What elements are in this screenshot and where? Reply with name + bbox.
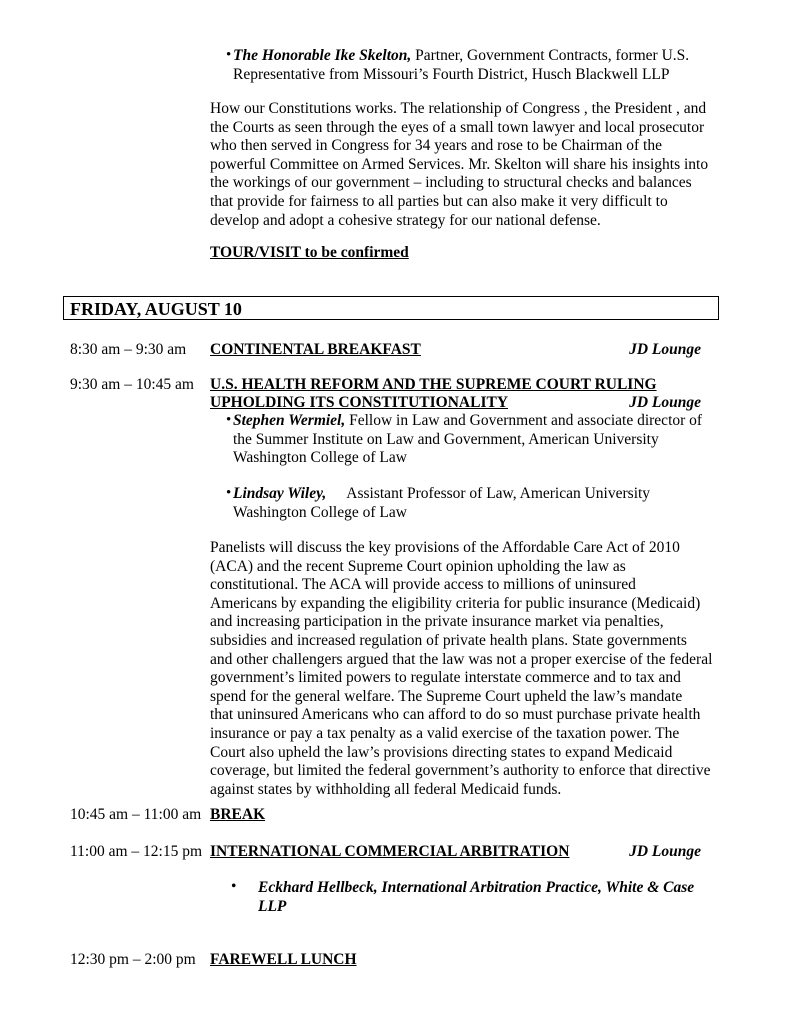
desc-line: How our Constitutions works. The relationship of Congress , the President , and <box>210 100 707 117</box>
desc-line: Panelists will discuss the key provisions of the Affordable Care Act of 2010 <box>210 539 680 556</box>
desc-line: who then served in Congress for 34 years and rose to be Chairman of the <box>210 137 662 155</box>
desc-line: the Courts as seen through the eyes of a small town lawyer and local prosecutor <box>210 118 705 136</box>
speaker-line: LLP <box>258 897 287 915</box>
desc-line: and increasing participation in the private insurance market via penalties, <box>210 613 664 631</box>
desc-line: powerful Committee on Armed Services. Mr. Skelton will share his insights into <box>210 155 709 173</box>
lunch-time: 12:30 pm – 2:00 pm <box>70 951 196 968</box>
speaker-name: Lindsay Wiley, <box>233 485 327 502</box>
break-time: 10:45 am – 11:00 am <box>70 806 202 823</box>
speaker-desc: Partner, Government Contracts, former U.S. <box>411 47 690 64</box>
wermiel-bullet-text <box>233 412 730 468</box>
skelton-description <box>210 100 730 230</box>
desc-line: Americans by expanding the eligibility criteria for public insurance (Medicaid) <box>210 594 701 612</box>
health-description <box>210 539 730 799</box>
health-location: JD Lounge <box>629 394 701 411</box>
skelton-bullet-text <box>233 47 730 84</box>
speaker-desc-cont: Washington College of Law <box>233 449 407 467</box>
bullet-icon: • <box>226 47 232 63</box>
desc-line: that provide for fairness to all parties but can also make it very difficult to <box>210 192 668 210</box>
breakfast-location: JD Lounge <box>629 341 701 358</box>
speaker-name: The Honorable Ike Skelton, <box>233 47 412 64</box>
arbitration-location: JD Lounge <box>629 843 701 860</box>
speaker-desc: Assistant Professor of Law, American University <box>346 485 651 502</box>
bullet-icon: • <box>231 878 237 895</box>
desc-line: develop and adopt a cohesive strategy for our national defense. <box>210 211 601 229</box>
desc-line: that uninsured Americans who can afford to do so must purchase private health <box>210 706 701 724</box>
speaker-desc-cont: Washington College of Law <box>233 503 407 521</box>
desc-line: (ACA) and the recent Supreme Court opinion upholding the law as <box>210 557 626 575</box>
arbitration-title: INTERNATIONAL COMMERCIAL ARBITRATION <box>210 843 570 860</box>
speaker-name: Stephen Wermiel, <box>233 412 346 429</box>
day-header: FRIDAY, AUGUST 10 <box>63 296 719 320</box>
breakfast-title: CONTINENTAL BREAKFAST <box>210 341 421 358</box>
lunch-title: FAREWELL LUNCH <box>210 951 357 968</box>
desc-line: insurance or pay a tax penalty as a valid exercise of the taxation power. The <box>210 724 680 742</box>
health-time: 9:30 am – 10:45 am <box>70 376 194 393</box>
desc-line: against states by withholding all federal Medicaid funds. <box>210 780 562 798</box>
wiley-bullet-text <box>233 485 730 522</box>
speaker-line: Eckhard Hellbeck, International Arbitration Practice, White & Case <box>258 879 695 896</box>
health-title-line2: UPHOLDING ITS CONSTITUTIONALITY <box>210 394 509 411</box>
desc-line: spend for the general welfare. The Supreme Court upheld the law’s mandate <box>210 687 683 705</box>
hellbeck-bullet-text <box>258 879 720 916</box>
speaker-desc-cont: the Summer Institute on Law and Government, American University <box>233 430 659 448</box>
bullet-icon: • <box>226 485 232 501</box>
break-title: BREAK <box>210 806 266 823</box>
bullet-icon: • <box>226 412 232 428</box>
health-title-line1: U.S. HEALTH REFORM AND THE SUPREME COURT RULING <box>210 376 657 393</box>
desc-line: and other challengers argued that the law was not a proper exercise of the federal <box>210 650 713 668</box>
desc-line: constitutional. The ACA will provide access to millions of uninsured <box>210 576 636 594</box>
breakfast-time: 8:30 am – 9:30 am <box>70 341 187 358</box>
speaker-desc: Fellow in Law and Government and associate director of <box>345 412 703 429</box>
desc-line: government’s limited powers to regulate interstate commerce and to tax and <box>210 669 681 687</box>
arbitration-time: 11:00 am – 12:15 pm <box>70 843 203 860</box>
tour-visit: TOUR/VISIT to be confirmed <box>210 244 409 261</box>
desc-line: coverage, but limited the federal government’s authority to enforce that directive <box>210 762 711 780</box>
desc-line: subsidies and increased regulation of private health plans. State governments <box>210 631 687 649</box>
speaker-desc-cont: Representative from Missouri’s Fourth District, Husch Blackwell LLP <box>233 65 670 83</box>
desc-line: the workings of our government – including to structural checks and balances <box>210 174 692 192</box>
desc-line: Court also upheld the law’s provisions directing states to expand Medicaid <box>210 743 673 761</box>
